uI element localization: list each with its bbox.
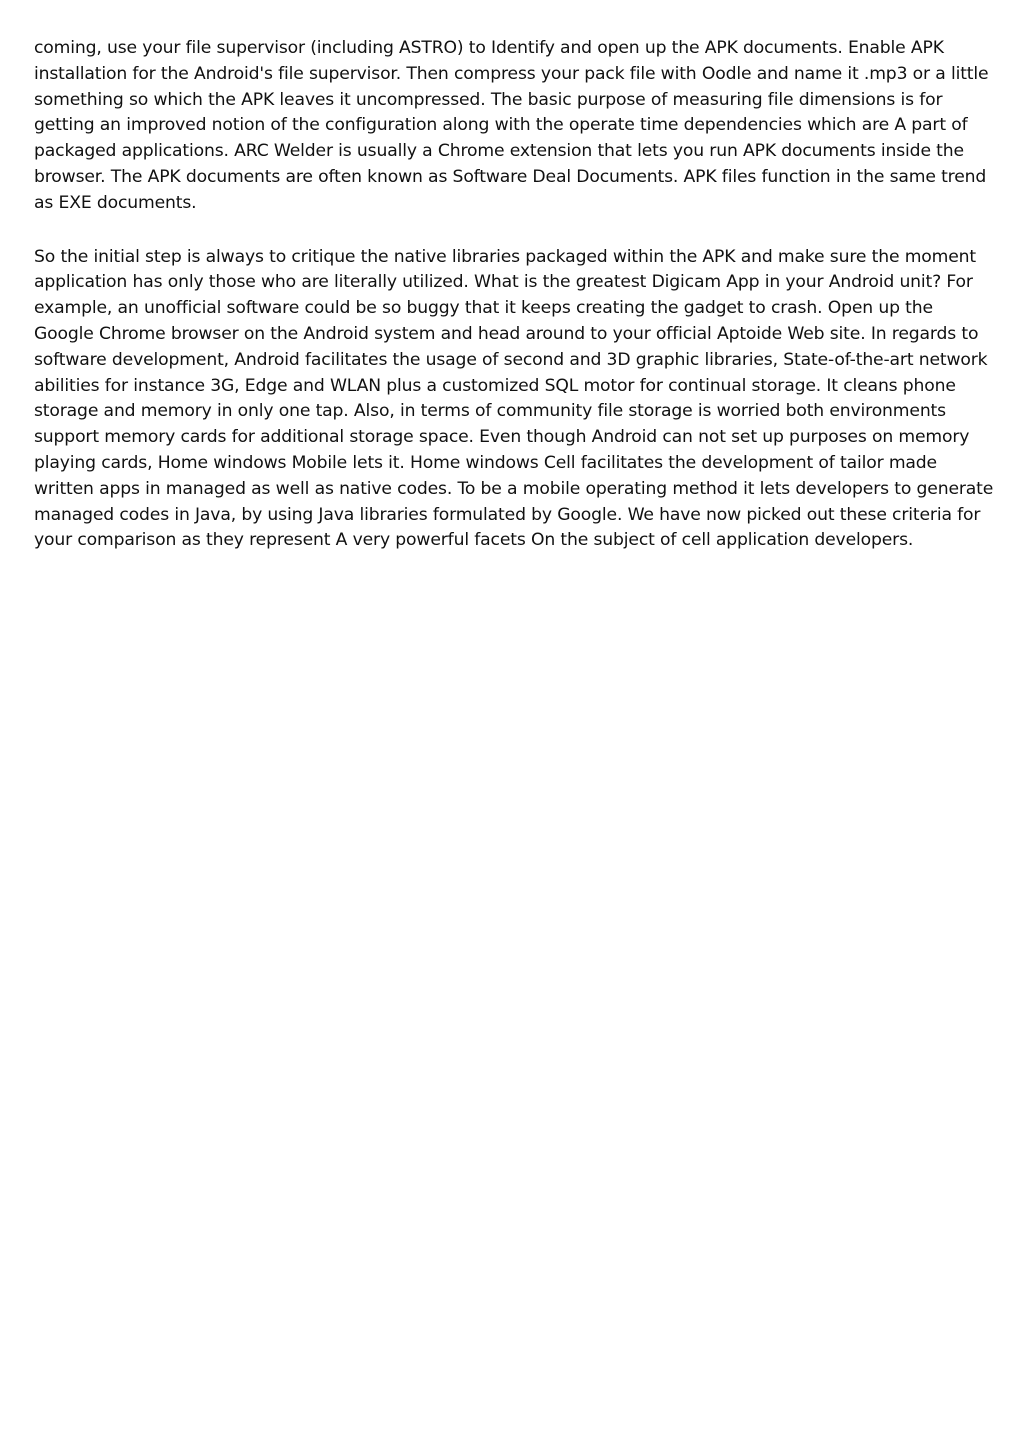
document-page — [34, 36, 994, 554]
paragraph-apk-installation: coming, use your file supervisor (including ASTRO) to Identify and open up the APK documents. Enable APK installation for the Android's file supervisor. Then compress your pack file with Oodle and name it .mp3 or a little something so which the APK leaves it uncompressed. The basic purpose of measuring file dimensions is for getting an improved notion of the configuration along with the operate time dependencies which are A part of packaged applications. ARC Welder is usually a Chrome extension that lets you run APK documents inside the browser. The APK documents are often known as Software Deal Documents. APK files function in the same trend as EXE documents. — [34, 38, 989, 213]
paragraph-native-libraries: So the initial step is always to critique the native libraries packaged within the APK and make sure the moment application has only those who are literally utilized. What is the greatest Digicam App in your Android unit? For example, an unofficial software could be so buggy that it keeps creating the gadget to crash. Open up the Google Chrome browser on the Android system and head around to your official Aptoide Web site. In regards to software development, Android facilitates the usage of second and 3D graphic libraries, State-of-the-art network abilities for instance 3G, Edge and WLAN plus a customized SQL motor for continual storage. It cleans phone storage and memory in only one tap. Also, in terms of community file storage is worried both environments support memory cards for additional storage space. Even though Android can not set up purposes on memory playing cards, Home windows Mobile lets it. Home windows Cell facilitates the development of tailor made written apps in managed as well as native codes. To be a mobile operating method it lets developers to generate managed codes in Java, by using Java libraries formulated by Google. We have now picked out these criteria for your comparison as they represent A very powerful facets On the subject of cell application developers. — [34, 246, 994, 551]
